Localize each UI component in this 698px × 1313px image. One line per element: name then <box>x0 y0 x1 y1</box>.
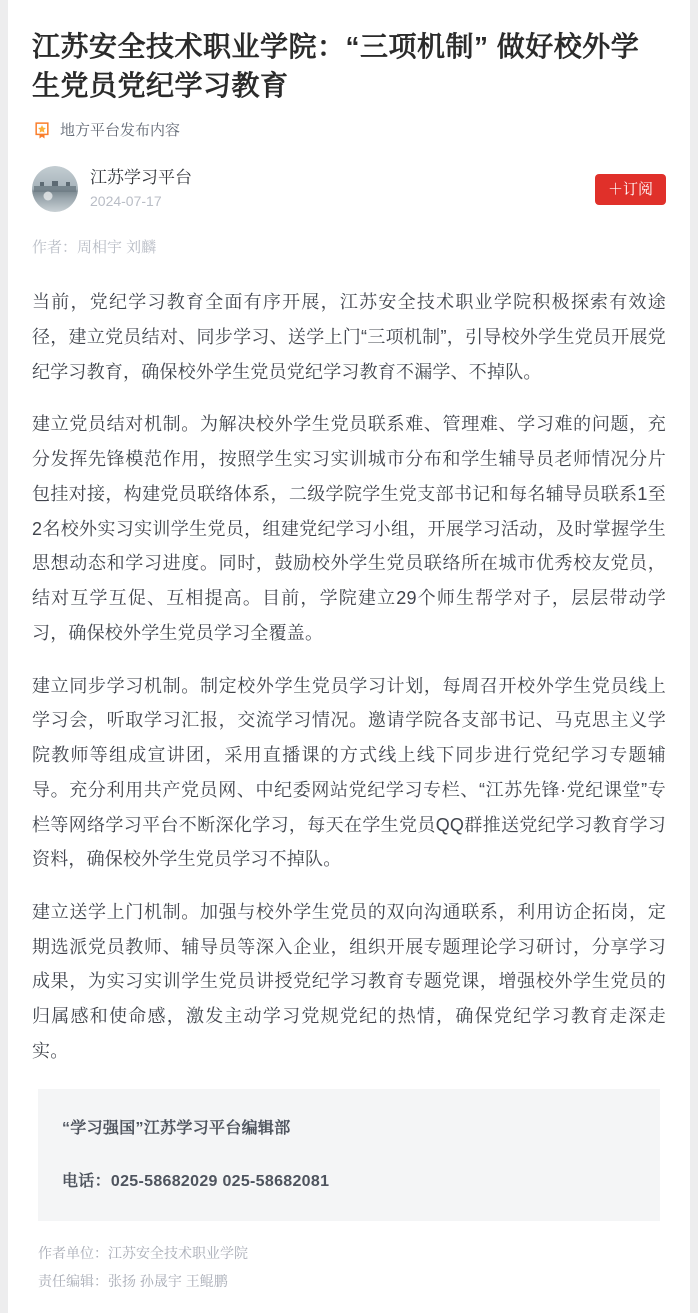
publisher-row <box>32 166 666 212</box>
tag-label: 地方平台发布内容 <box>60 122 181 140</box>
paragraph-3: 建立同步学习机制。制定校外学生党员学习计划，每周召开校外学生党员线上学习会，听取学习汇报，交流学习情况。邀请学院各支部书记、马克思主义学院教师等组成宣讲团，采用直播课的方式线上线下同步进行党纪学习专题辅导。充分利用共产党员网、中纪委网站党纪学习专栏、“江苏先锋·党纪课堂”专栏等网络学习平台不断深化学习，每天在学生党员QQ群推送党纪学习教育学习资料，确保校外学生党员学习不掉队。 <box>32 675 666 870</box>
editor-value: 张扬 孙晟宇 王鲲鹏 <box>108 1272 228 1289</box>
content-source-tag <box>32 119 666 140</box>
editorial-department: “学习强国”江苏学习平台编辑部 <box>62 1119 291 1137</box>
article-title: 江苏安全技术职业学院：“三项机制” 做好校外学生党员党纪学习教育 <box>32 31 640 101</box>
byline: 作者：周相宇 刘麟 <box>32 239 157 257</box>
bookmark-badge-icon <box>32 120 52 140</box>
author-unit-line <box>38 1239 660 1267</box>
paragraph-4: 建立送学上门机制。加强与校外学生党员的双向沟通联系，利用访企拓岗，定期选派党员教师、辅导员等深入企业，组织开展专题理论学习研讨，分享学习成果，为实习实训学生党员讲授党纪学习教育专题党课，增强校外学生党员的归属感和使命感，激发主动学习党规党纪的热情，确保党纪学习教育走深走实。 <box>32 902 666 1061</box>
publisher-avatar[interactable] <box>32 166 78 212</box>
publish-date: 2024-07-17 <box>90 192 162 209</box>
paragraph-2: 建立党员结对机制。为解决校外学生党员联系难、管理难、学习难的问题，充分发挥先锋模范作用，按照学生实习实训城市分布和学生辅导员老师情况分片包挂对接，构建党员联络体系，二级学院学生党支部书记和每名辅导员联系1至2名校外实习实训学生党员，组建党纪学习小组，开展学习活动，及时掌握学生思想动态和学习进度。同时，鼓励校外学生党员联络所在城市优秀校友党员，结对互学互促、互相提高。目前，学院建立29个师生帮学对子，层层带动学习，确保校外学生党员学习全覆盖。 <box>32 414 666 643</box>
publisher-name[interactable]: 江苏学习平台 <box>90 168 192 188</box>
article-card <box>8 0 690 1313</box>
paragraph-1: 当前，党纪学习教育全面有序开展，江苏安全技术职业学院积极探索有效途径，建立党员结对、同步学习、送学上门“三项机制”，引导校外学生党员开展党纪学习教育，确保校外学生党员党纪学习教育不漏学、不掉队。 <box>32 292 666 382</box>
editor-label: 责任编辑： <box>38 1272 108 1289</box>
publisher-meta <box>90 167 595 211</box>
responsible-editor-line <box>38 1267 660 1295</box>
editorial-phone: 电话：025-58682029 025-58682081 <box>62 1172 330 1190</box>
author-unit-label: 作者单位： <box>38 1244 108 1261</box>
article-footer <box>38 1239 660 1295</box>
editorial-contact-box <box>38 1089 660 1221</box>
author-unit-value: 江苏安全技术职业学院 <box>108 1244 248 1261</box>
article-body <box>32 285 666 1068</box>
subscribe-button[interactable]: ＋订阅 <box>595 174 666 205</box>
